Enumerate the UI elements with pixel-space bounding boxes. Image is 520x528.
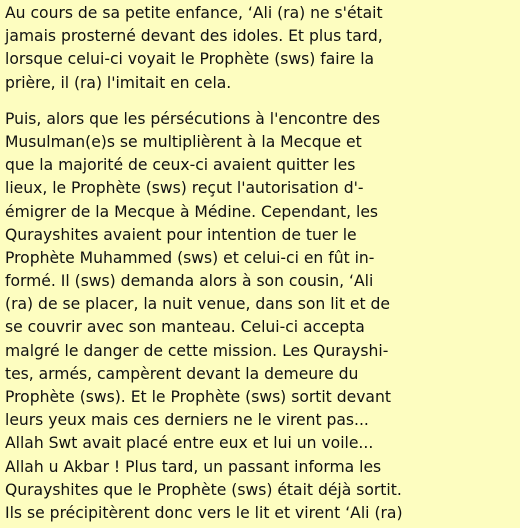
paragraph-childhood <box>5 2 520 95</box>
text-line: (ra) de se placer, la nuit venue, dans son lit et de <box>5 295 391 314</box>
text-line: Qurayshites que le Prophète (sws) était déjà sortit. <box>5 480 402 499</box>
text-line: se couvrir avec son manteau. Celui-ci accepta <box>5 318 365 337</box>
text-line: malgré le danger de cette mission. Les Qurayshi- <box>5 341 389 360</box>
text-line: lorsque celui-ci voyait le Prophète (sws) faire la <box>5 50 375 69</box>
text-line: Allah u Akbar ! Plus tard, un passant informa les <box>5 457 382 476</box>
text-line: Prophète Muhammed (sws) et celui-ci en fût in- <box>5 248 375 267</box>
text-line: Musulman(e)s se multiplièrent à la Mecque et <box>5 132 362 151</box>
text-line: Allah Swt avait placé entre eux et lui un voile... <box>5 434 374 453</box>
text-line: tes, armés, campèrent devant la demeure du <box>5 364 359 383</box>
text-line: lieux, le Prophète (sws) reçut l'autorisation d'- <box>5 179 364 198</box>
text-line: prière, il (ra) l'imitait en cela. <box>5 73 232 92</box>
text-line: Au cours de sa petite enfance, ‘Ali (ra) ne s'était <box>5 4 383 22</box>
text-line: que la majorité de ceux-ci avaient quitter les <box>5 156 356 175</box>
text-line: leurs yeux mais ces derniers ne le virent pas... <box>5 411 369 430</box>
text-line: émigrer de la Mecque à Médine. Cependant, les <box>5 202 378 221</box>
paragraph-hijra <box>5 108 520 525</box>
text-line: Puis, alors que les pérsécutions à l'encontre des <box>5 109 381 128</box>
text-line: Prophète (sws). Et le Prophète (sws) sortit devant <box>5 388 391 406</box>
text-line: Ils se précipitèrent donc vers le lit et virent ‘Ali (ra) <box>5 503 403 522</box>
text-line: jamais prosterné devant des idoles. Et plus tard, <box>5 27 383 46</box>
text-line: Qurayshites avaient pour intention de tuer le <box>5 225 357 244</box>
text-line: formé. Il (sws) demanda alors à son cousin, ‘Ali <box>5 272 374 291</box>
